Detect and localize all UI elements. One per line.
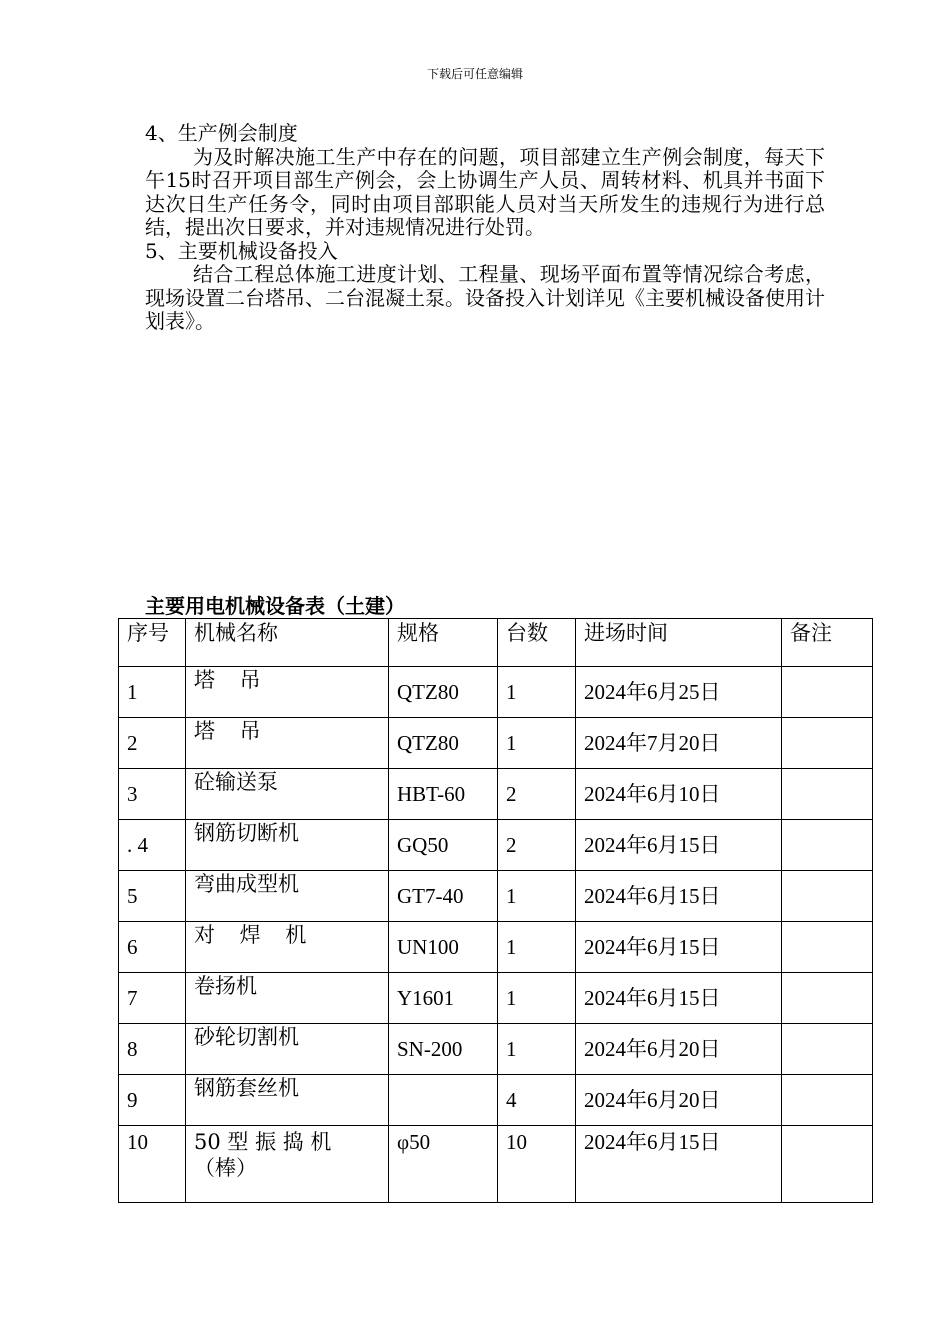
cell-qty: 2 xyxy=(498,769,576,820)
table-row xyxy=(119,667,873,718)
cell-spec: SN-200 xyxy=(389,1024,498,1075)
cell-date: 2024年6月15日 xyxy=(576,871,782,922)
cell-note xyxy=(782,769,873,820)
cell-name: 50 型 振 捣 机（棒） xyxy=(186,1126,389,1203)
cell-spec: GT7-40 xyxy=(389,871,498,922)
header-cell-spec: 规格 xyxy=(389,619,498,667)
body-text xyxy=(145,122,825,334)
cell-name: 塔 吊 xyxy=(186,718,389,769)
body-paragraph: 结合工程总体施工进度计划、工程量、现场平面布置等情况综合考虑，现场设置二台塔吊、二台混凝土泵。设备投入计划详见《主要机械设备使用计划表》。 xyxy=(145,262,825,333)
cell-note xyxy=(782,1024,873,1075)
cell-spec: UN100 xyxy=(389,922,498,973)
cell-name: 弯曲成型机 xyxy=(186,871,389,922)
header-cell-name: 机械名称 xyxy=(186,619,389,667)
table-row xyxy=(119,871,873,922)
cell-note xyxy=(782,667,873,718)
cell-name: 对 焊 机 xyxy=(186,922,389,973)
cell-name: 塔 吊 xyxy=(186,667,389,718)
header-cell-no: 序号 xyxy=(119,619,186,667)
table-row xyxy=(119,769,873,820)
header-cell-date: 进场时间 xyxy=(576,619,782,667)
table-title: 主要用电机械设备表（土建） xyxy=(145,594,405,618)
cell-date: 2024年6月15日 xyxy=(576,973,782,1024)
cell-no: 2 xyxy=(119,718,186,769)
cell-note xyxy=(782,973,873,1024)
cell-note xyxy=(782,1126,873,1203)
cell-spec: GQ50 xyxy=(389,820,498,871)
table-row xyxy=(119,973,873,1024)
section-heading: 5、主要机械设备投入 xyxy=(145,238,338,263)
cell-spec: HBT-60 xyxy=(389,769,498,820)
cell-note xyxy=(782,820,873,871)
cell-qty: 1 xyxy=(498,871,576,922)
page-header-note: 下载后可任意编辑 xyxy=(426,67,523,81)
cell-qty: 4 xyxy=(498,1075,576,1126)
table-row xyxy=(119,922,873,973)
cell-date: 2024年6月15日 xyxy=(576,820,782,871)
cell-date: 2024年6月15日 xyxy=(576,922,782,973)
cell-note xyxy=(782,1075,873,1126)
cell-date: 2024年6月20日 xyxy=(576,1024,782,1075)
cell-qty: 1 xyxy=(498,718,576,769)
cell-date: 2024年6月20日 xyxy=(576,1075,782,1126)
cell-qty: 10 xyxy=(498,1126,576,1203)
cell-date: 2024年6月10日 xyxy=(576,769,782,820)
cell-no: 7 xyxy=(119,973,186,1024)
header-cell-note: 备注 xyxy=(782,619,873,667)
cell-name: 钢筋切断机 xyxy=(186,820,389,871)
cell-qty: 1 xyxy=(498,667,576,718)
cell-no: 9 xyxy=(119,1075,186,1126)
table-row xyxy=(119,820,873,871)
body-paragraph: 为及时解决施工生产中存在的问题，项目部建立生产例会制度，每天下午15时召开项目部生产例会，会上协调生产人员、周转材料、机具并书面下达次日生产任务令，同时由项目部职能人员对当天所发生的违规行为进行总结，提出次日要求，并对违规情况进行处罚。 xyxy=(145,144,825,239)
cell-qty: 1 xyxy=(498,1024,576,1075)
cell-spec: Y1601 xyxy=(389,973,498,1024)
cell-name: 卷扬机 xyxy=(186,973,389,1024)
header-cell-qty: 台数 xyxy=(498,619,576,667)
cell-name: 砼输送泵 xyxy=(186,769,389,820)
cell-note xyxy=(782,718,873,769)
cell-no: 10 xyxy=(119,1126,186,1203)
cell-spec: QTZ80 xyxy=(389,718,498,769)
cell-name: 钢筋套丝机 xyxy=(186,1075,389,1126)
cell-date: 2024年6月25日 xyxy=(576,667,782,718)
cell-note xyxy=(782,922,873,973)
cell-no: . 4 xyxy=(119,820,186,871)
cell-no: 8 xyxy=(119,1024,186,1075)
cell-no: 6 xyxy=(119,922,186,973)
cell-name: 砂轮切割机 xyxy=(186,1024,389,1075)
cell-no: 5 xyxy=(119,871,186,922)
table-header-row xyxy=(119,619,873,667)
cell-date: 2024年7月20日 xyxy=(576,718,782,769)
cell-qty: 1 xyxy=(498,973,576,1024)
cell-spec: φ50 xyxy=(389,1126,498,1203)
equipment-table xyxy=(118,618,873,1203)
cell-no: 1 xyxy=(119,667,186,718)
cell-qty: 1 xyxy=(498,922,576,973)
cell-spec: QTZ80 xyxy=(389,667,498,718)
cell-note xyxy=(782,871,873,922)
cell-date: 2024年6月15日 xyxy=(576,1126,782,1203)
table-row xyxy=(119,718,873,769)
cell-no: 3 xyxy=(119,769,186,820)
table-row xyxy=(119,1024,873,1075)
section-heading: 4、生产例会制度 xyxy=(145,121,298,145)
table-row xyxy=(119,1126,873,1203)
cell-qty: 2 xyxy=(498,820,576,871)
cell-spec xyxy=(389,1075,498,1126)
table-row xyxy=(119,1075,873,1126)
